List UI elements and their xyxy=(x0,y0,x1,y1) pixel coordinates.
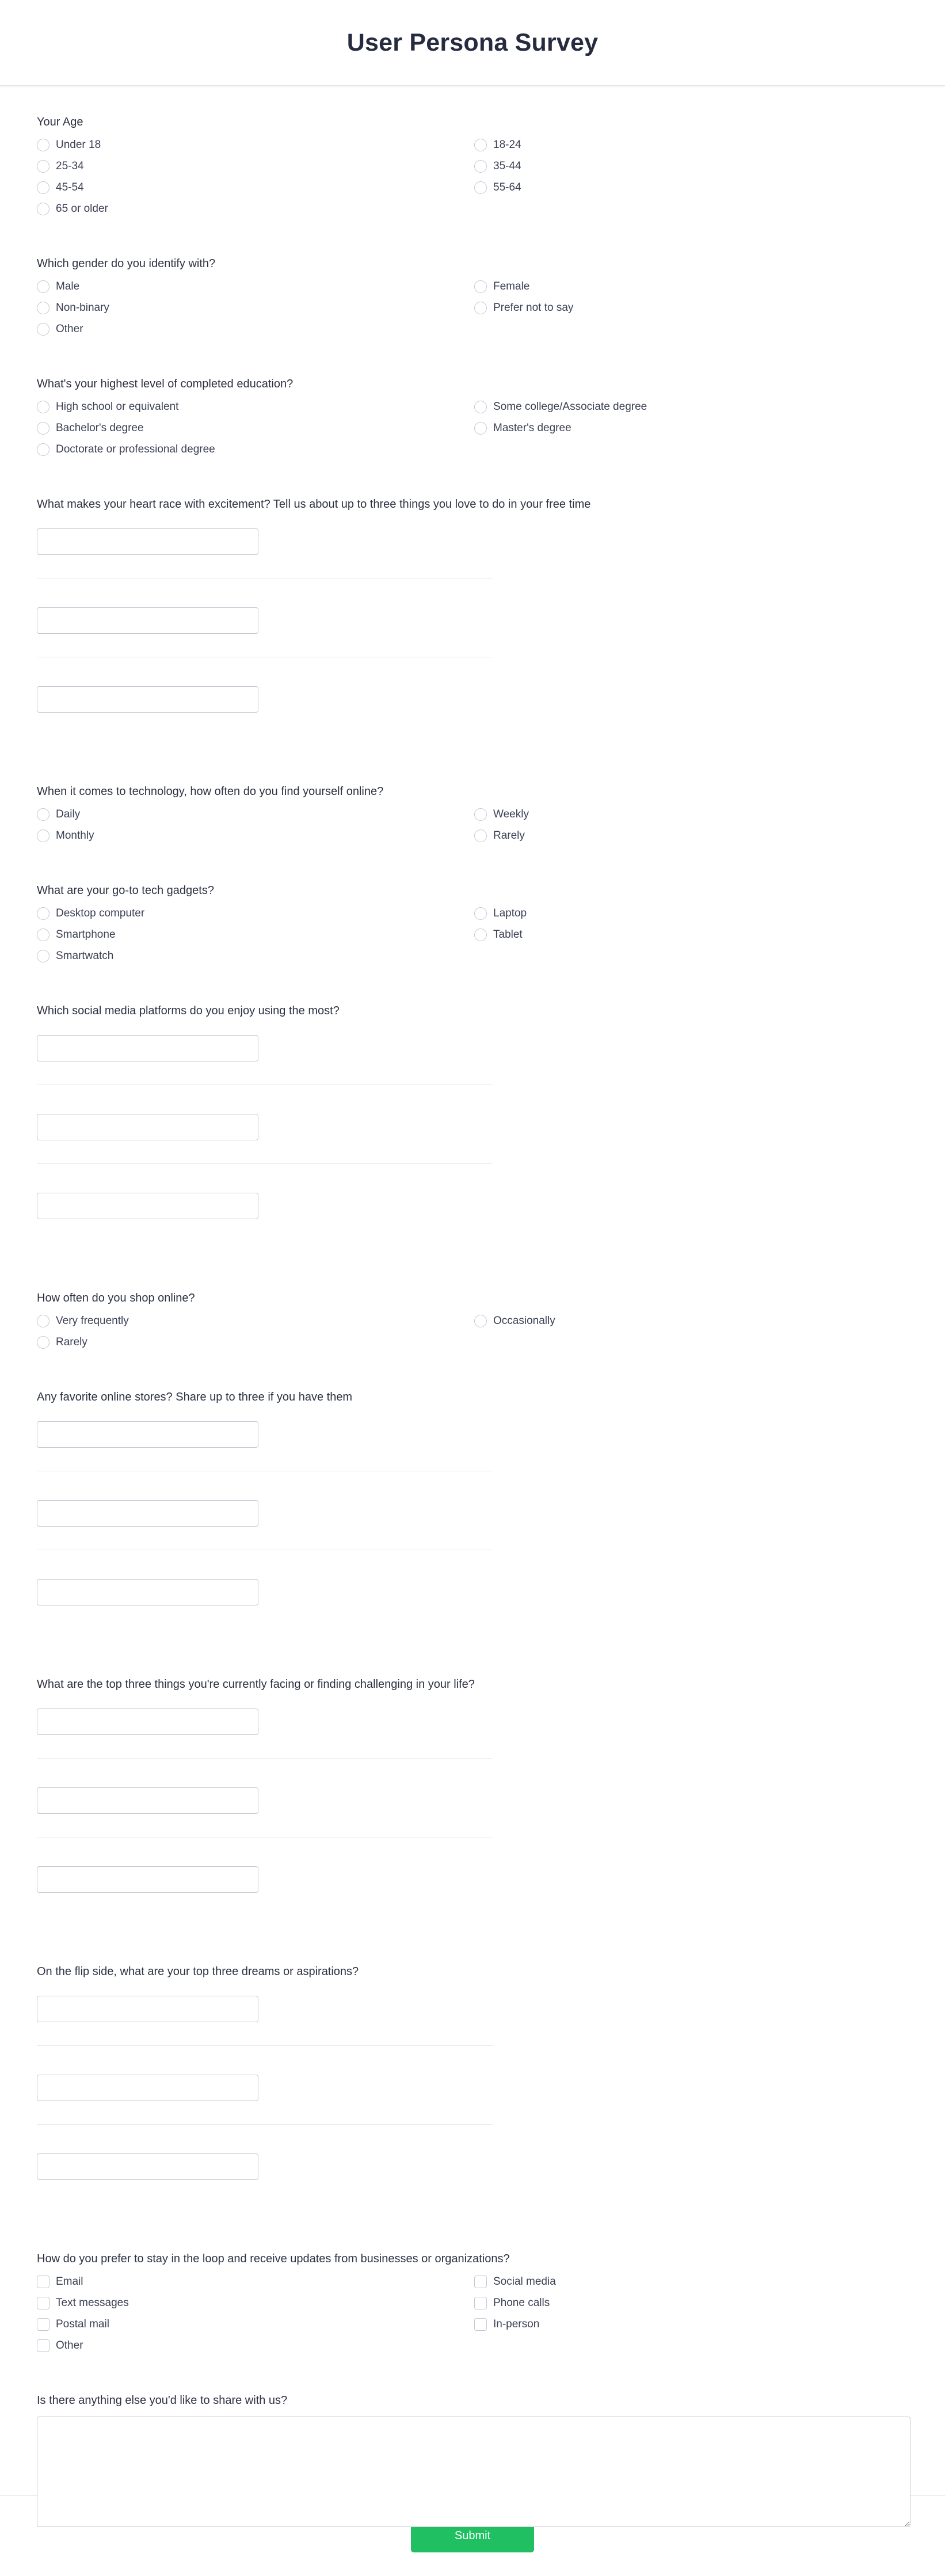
radio-option-weekly[interactable] xyxy=(474,808,912,821)
option-label: Smartwatch xyxy=(56,950,114,962)
question-hobbies xyxy=(37,497,908,713)
option-label: Male xyxy=(56,280,80,292)
divider xyxy=(37,2045,493,2046)
question-title: When it comes to technology, how often do you find yourself online? xyxy=(37,785,384,798)
challenge-input-3[interactable] xyxy=(37,1866,258,1893)
options-group xyxy=(37,808,908,843)
option-label: Rarely xyxy=(493,830,525,842)
radio-button[interactable] xyxy=(474,302,487,314)
question-title: Which social media platforms do you enjoy using the most? xyxy=(37,1004,340,1017)
checkbox[interactable] xyxy=(474,2318,487,2331)
question-anything-else xyxy=(37,2394,908,2531)
radio-button[interactable] xyxy=(37,302,49,314)
radio-button[interactable] xyxy=(37,401,49,413)
text-input-group xyxy=(37,1996,908,2180)
radio-button[interactable] xyxy=(37,422,49,435)
dream-input-3[interactable] xyxy=(37,2153,258,2180)
option-label: Very frequently xyxy=(56,1315,129,1327)
radio-option-monthly[interactable] xyxy=(37,829,474,843)
radio-button[interactable] xyxy=(474,181,487,194)
option-label: Other xyxy=(56,323,83,335)
divider xyxy=(37,578,493,579)
text-input-group xyxy=(37,1035,908,1219)
radio-button[interactable] xyxy=(37,808,49,821)
question-challenges xyxy=(37,1677,908,1893)
radio-option-female[interactable] xyxy=(474,280,912,294)
question-gender xyxy=(37,257,908,336)
question-title: What makes your heart race with excitement? Tell us about up to three things you love to do in your free time xyxy=(37,498,591,511)
question-title: How often do you shop online? xyxy=(37,1292,195,1304)
radio-option-smartphone[interactable] xyxy=(37,928,474,942)
radio-option-rarely[interactable] xyxy=(37,1335,474,1349)
options-group xyxy=(37,1314,908,1349)
option-label: Weekly xyxy=(493,808,529,820)
radio-option-laptop[interactable] xyxy=(474,907,912,920)
option-label: High school or equivalent xyxy=(56,401,179,413)
radio-button[interactable] xyxy=(474,280,487,293)
option-label: Doctorate or professional degree xyxy=(56,443,215,455)
question-gadgets xyxy=(37,884,908,963)
checkbox[interactable] xyxy=(37,2339,49,2352)
social-input-3[interactable] xyxy=(37,1193,258,1219)
radio-button[interactable] xyxy=(37,160,49,173)
radio-button[interactable] xyxy=(474,160,487,173)
divider xyxy=(37,1163,493,1164)
question-title: What are your go-to tech gadgets? xyxy=(37,884,214,897)
divider xyxy=(37,2124,493,2125)
option-label: 18-24 xyxy=(493,139,521,151)
page-header xyxy=(0,0,945,86)
radio-button[interactable] xyxy=(474,907,487,920)
question-shop-online xyxy=(37,1291,908,1349)
radio-option-smartwatch[interactable] xyxy=(37,949,474,963)
radio-option-55-64[interactable] xyxy=(474,181,912,195)
radio-button[interactable] xyxy=(474,830,487,842)
radio-button[interactable] xyxy=(37,1336,49,1349)
radio-button[interactable] xyxy=(37,323,49,336)
option-label: 65 or older xyxy=(56,203,108,215)
option-label: Bachelor's degree xyxy=(56,422,144,434)
options-group xyxy=(37,138,908,216)
radio-option-35-44[interactable] xyxy=(474,159,912,173)
option-label: 25-34 xyxy=(56,160,84,172)
option-label: Monthly xyxy=(56,830,94,842)
option-label: Postal mail xyxy=(56,2318,109,2330)
checkbox-option-email[interactable] xyxy=(37,2275,474,2289)
question-education xyxy=(37,377,908,456)
radio-option-prefer-not[interactable] xyxy=(474,301,912,315)
radio-button[interactable] xyxy=(37,203,49,215)
radio-button[interactable] xyxy=(37,929,49,941)
social-input-2[interactable] xyxy=(37,1114,258,1140)
radio-button[interactable] xyxy=(37,1315,49,1327)
option-label: Phone calls xyxy=(493,2297,550,2309)
radio-option-45-54[interactable] xyxy=(37,181,474,195)
option-label: Email xyxy=(56,2276,83,2288)
page-title: User Persona Survey xyxy=(346,28,599,56)
option-label: Desktop computer xyxy=(56,907,145,919)
divider xyxy=(37,1758,493,1759)
option-label: Social media xyxy=(493,2276,556,2288)
option-label: Some college/Associate degree xyxy=(493,401,647,413)
checkbox-option-postal-mail[interactable] xyxy=(37,2318,474,2331)
radio-button[interactable] xyxy=(37,139,49,151)
radio-option-male[interactable] xyxy=(37,280,474,294)
option-label: 45-54 xyxy=(56,181,84,193)
radio-button[interactable] xyxy=(474,422,487,435)
radio-button[interactable] xyxy=(474,929,487,941)
hobby-input-3[interactable] xyxy=(37,686,258,713)
question-title: Any favorite online stores? Share up to three if you have them xyxy=(37,1391,353,1403)
challenge-input-1[interactable] xyxy=(37,1709,258,1735)
radio-option-rarely[interactable] xyxy=(474,829,912,843)
question-title: Is there anything else you'd like to share with us? xyxy=(37,2394,288,2407)
checkbox-option-social-media[interactable] xyxy=(474,2275,912,2289)
radio-option-18-24[interactable] xyxy=(474,138,912,152)
checkbox-option-phone-calls[interactable] xyxy=(474,2296,912,2310)
options-group xyxy=(37,907,908,963)
radio-option-daily[interactable] xyxy=(37,808,474,821)
dream-input-1[interactable] xyxy=(37,1996,258,2022)
option-label: Smartphone xyxy=(56,929,116,941)
option-label: 55-64 xyxy=(493,181,521,193)
options-group xyxy=(37,400,908,456)
question-online-frequency xyxy=(37,785,908,843)
radio-option-non-binary[interactable] xyxy=(37,301,474,315)
store-input-3[interactable] xyxy=(37,1579,258,1605)
question-social-media xyxy=(37,1004,908,1219)
radio-option-very-frequently[interactable] xyxy=(37,1314,474,1328)
radio-option-masters[interactable] xyxy=(474,421,912,435)
option-label: Other xyxy=(56,2339,83,2351)
checkbox-option-text-messages[interactable] xyxy=(37,2296,474,2310)
radio-option-bachelors[interactable] xyxy=(37,421,474,435)
submit-button[interactable]: Submit xyxy=(411,2520,534,2552)
option-label: Under 18 xyxy=(56,139,101,151)
checkbox-option-in-person[interactable] xyxy=(474,2318,912,2331)
challenge-input-2[interactable] xyxy=(37,1787,258,1814)
option-label: Tablet xyxy=(493,929,523,941)
question-title: On the flip side, what are your top three dreams or aspirations? xyxy=(37,1965,359,1978)
radio-button[interactable] xyxy=(474,139,487,151)
radio-option-occasionally[interactable] xyxy=(474,1314,912,1328)
radio-option-other[interactable] xyxy=(37,322,474,336)
options-group xyxy=(37,2275,908,2353)
radio-button[interactable] xyxy=(37,830,49,842)
radio-button[interactable] xyxy=(37,181,49,194)
radio-button[interactable] xyxy=(37,280,49,293)
option-label: Female xyxy=(493,280,530,292)
checkbox[interactable] xyxy=(37,2276,49,2288)
survey-form xyxy=(0,86,945,2495)
store-input-2[interactable] xyxy=(37,1500,258,1527)
text-input-group xyxy=(37,1421,908,1605)
question-title: Your Age xyxy=(37,116,83,128)
option-label: Laptop xyxy=(493,907,527,919)
hobby-input-2[interactable] xyxy=(37,607,258,634)
hobby-input-1[interactable] xyxy=(37,528,258,555)
radio-option-tablet[interactable] xyxy=(474,928,912,942)
radio-option-some-college[interactable] xyxy=(474,400,912,414)
text-input-group xyxy=(37,528,908,713)
option-label: In-person xyxy=(493,2318,540,2330)
question-title: Which gender do you identify with? xyxy=(37,257,216,270)
checkbox[interactable] xyxy=(37,2318,49,2331)
radio-button[interactable] xyxy=(474,401,487,413)
option-label: Rarely xyxy=(56,1336,87,1348)
checkbox[interactable] xyxy=(474,2297,487,2309)
radio-button[interactable] xyxy=(474,1315,487,1327)
question-stores xyxy=(37,1390,908,1605)
option-label: Text messages xyxy=(56,2297,129,2309)
option-label: 35-44 xyxy=(493,160,521,172)
options-group xyxy=(37,280,908,336)
radio-option-desktop[interactable] xyxy=(37,907,474,920)
option-label: Non-binary xyxy=(56,302,109,314)
radio-option-doctorate[interactable] xyxy=(37,443,474,456)
checkbox[interactable] xyxy=(37,2297,49,2309)
dream-input-2[interactable] xyxy=(37,2075,258,2101)
anything-else-textarea[interactable] xyxy=(37,2417,910,2527)
question-updates xyxy=(37,2252,908,2353)
question-title: What's your highest level of completed education? xyxy=(37,378,294,390)
checkbox[interactable] xyxy=(474,2276,487,2288)
text-input-group xyxy=(37,1709,908,1893)
option-label: Occasionally xyxy=(493,1315,555,1327)
question-age xyxy=(37,115,908,216)
radio-option-high-school[interactable] xyxy=(37,400,474,414)
checkbox-option-other[interactable] xyxy=(37,2339,474,2353)
question-title: How do you prefer to stay in the loop and receive updates from businesses or organizations? xyxy=(37,2252,510,2265)
option-label: Master's degree xyxy=(493,422,571,434)
radio-option-25-34[interactable] xyxy=(37,159,474,173)
radio-option-65-older[interactable] xyxy=(37,202,474,216)
radio-button[interactable] xyxy=(37,907,49,920)
question-title: What are the top three things you're currently facing or finding challenging in your life? xyxy=(37,1678,475,1691)
radio-button[interactable] xyxy=(37,443,49,456)
option-label: Daily xyxy=(56,808,81,820)
store-input-1[interactable] xyxy=(37,1421,258,1448)
radio-button[interactable] xyxy=(37,950,49,962)
social-input-1[interactable] xyxy=(37,1035,258,1061)
question-dreams xyxy=(37,1965,908,2180)
radio-button[interactable] xyxy=(474,808,487,821)
radio-option-under-18[interactable] xyxy=(37,138,474,152)
option-label: Prefer not to say xyxy=(493,302,574,314)
